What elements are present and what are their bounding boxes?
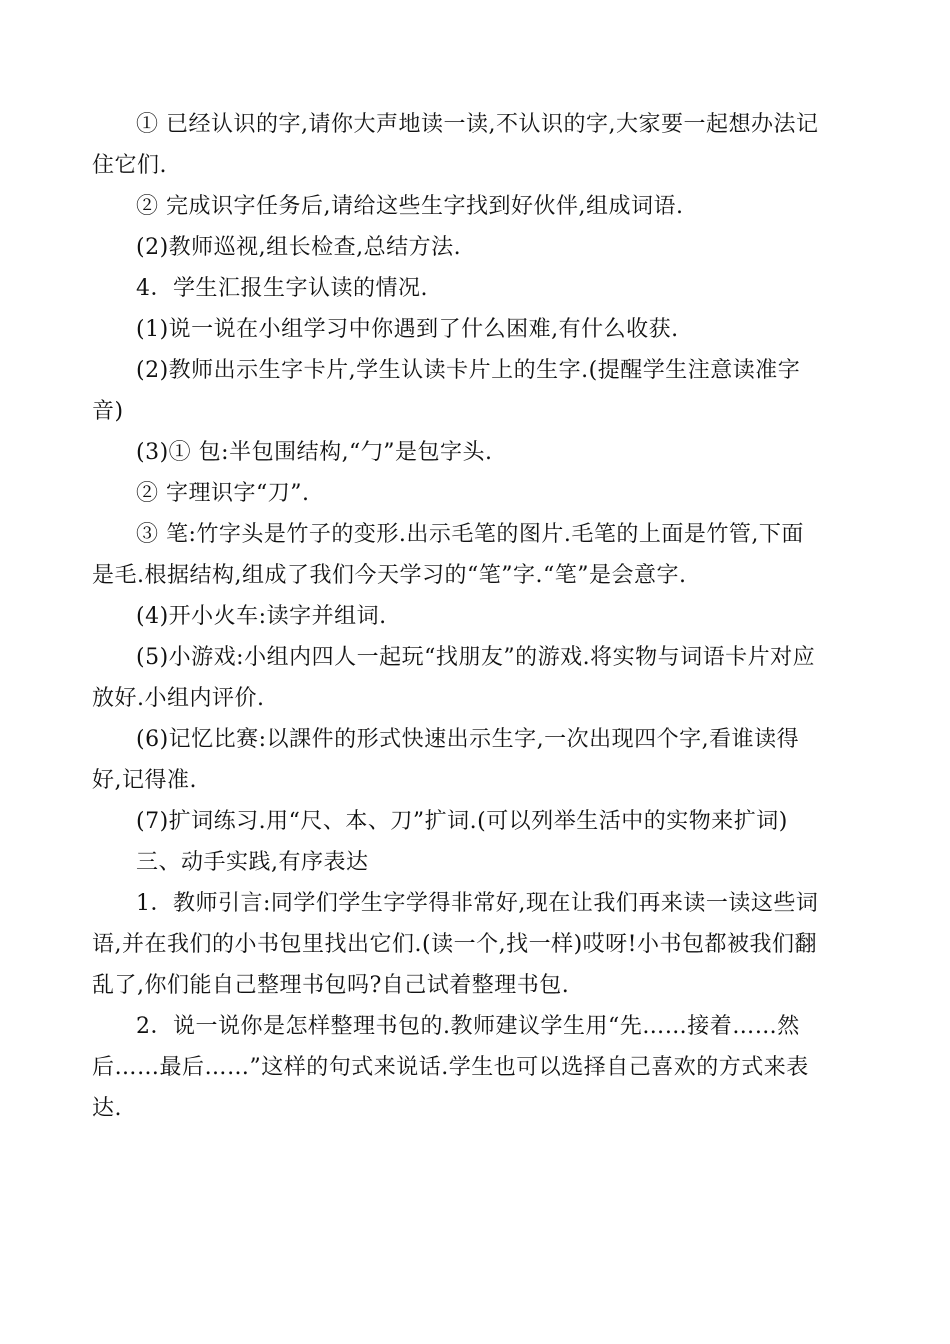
paragraph: (5)小游戏:小组内四人一起玩“找朋友”的游戏.将实物与词语卡片对应放好.小组内评价. [92, 645, 816, 711]
paragraph: (2)教师巡视,组长检查,总结方法. [136, 235, 462, 260]
paragraph: 2．说一说你是怎样整理书包的.教师建议学生用“先……接着……然后……最后……”这样的句式来说话.学生也可以选择自己喜欢的方式来表达. [92, 1014, 809, 1121]
paragraph: 1．教师引言:同学们学生字学得非常好,现在让我们再来读一读这些词语,并在我们的小书包里找出它们.(读一个,找一样)哎呀!小书包都被我们翻乱了,你们能自己整理书包吗?自己试着整理书包. [92, 891, 819, 998]
paragraph: ① 已经认识的字,请你大声地读一读,不认识的字,大家要一起想办法记住它们. [92, 112, 819, 178]
paragraph: (1)说一说在小组学习中你遇到了什么困难,有什么收获. [136, 317, 679, 342]
paragraph: (2)教师出示生字卡片,学生认读卡片上的生字.(提醒学生注意读准字音) [92, 358, 801, 424]
section-heading: 三、动手实践,有序表达 [136, 850, 369, 875]
paragraph: (6)记忆比赛:以課件的形式快速出示生字,一次出现四个字,看谁读得好,记得准. [92, 727, 800, 793]
paragraph: 4．学生汇报生字认读的情况. [136, 276, 428, 301]
paragraph: ③ 笔:竹字头是竹子的变形.出示毛笔的图片.毛笔的上面是竹管,下面是毛.根据结构,组成了我们今天学习的“笔”字.“笔”是会意字. [92, 522, 804, 588]
paragraph: ② 字理识字“刀”. [136, 481, 310, 506]
paragraph: (7)扩词练习.用“尺、本、刀”扩词.(可以列举生活中的实物来扩词) [136, 809, 788, 834]
document-body [92, 104, 822, 1129]
paragraph: ② 完成识字任务后,请给这些生字找到好伙伴,组成词语. [136, 194, 684, 219]
paragraph: (4)开小火车:读字并组词. [136, 604, 387, 629]
paragraph: (3)① 包:半包围结构,“勹”是包字头. [136, 440, 493, 465]
